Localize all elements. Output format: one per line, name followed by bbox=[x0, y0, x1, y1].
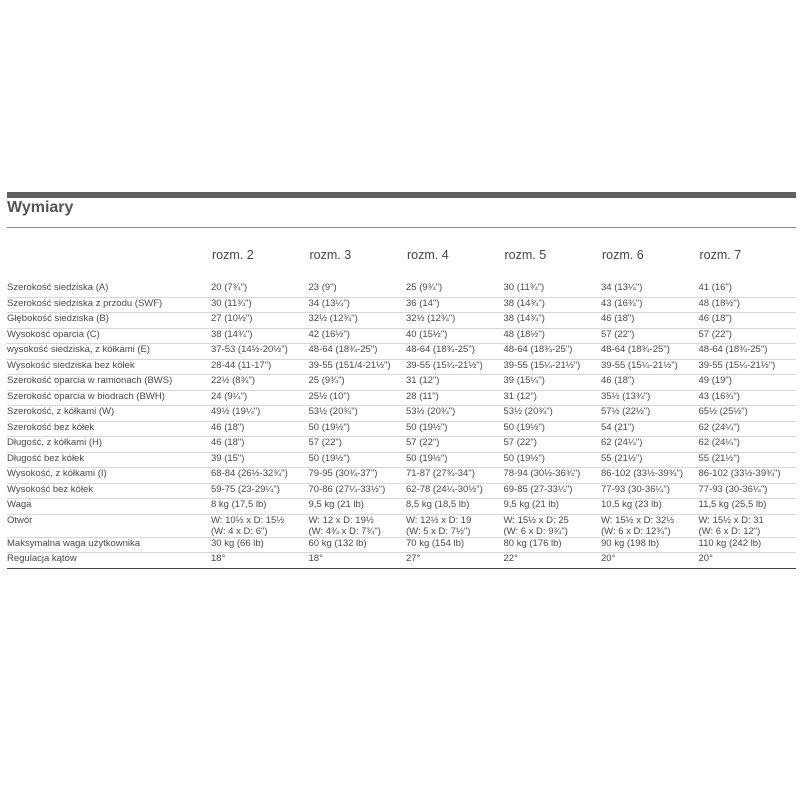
table-body bbox=[7, 282, 796, 568]
header-size-7: rozm. 7 bbox=[699, 248, 742, 262]
table-cell: 43 (16¾") bbox=[601, 297, 699, 313]
table-cell: 39-55 (15¼-21½") bbox=[406, 359, 504, 375]
cell-line: (W: 5 x D: 7½") bbox=[406, 525, 471, 537]
row-label: Wysokość bez kółek bbox=[7, 483, 211, 499]
table-row bbox=[7, 359, 796, 375]
row-label: Szerokość bez kółek bbox=[7, 421, 211, 437]
row-label: Regulacja kątów bbox=[7, 553, 211, 569]
table-row bbox=[7, 421, 796, 437]
table-row bbox=[7, 553, 796, 569]
row-label: Głębokość siedziska (B) bbox=[7, 313, 211, 329]
row-label: wysokość siedziska, z kółkami (E) bbox=[7, 344, 211, 360]
table-cell: 39 (15¼") bbox=[504, 375, 602, 391]
table-cell: 77-93 (30-36¼") bbox=[699, 483, 797, 499]
table-cell: 110 kg (242 lb) bbox=[699, 537, 797, 553]
header-size-3: rozm. 3 bbox=[309, 248, 352, 262]
table-cell: 48-64 (18¾-25") bbox=[406, 344, 504, 360]
table-cell: 86-102 (33½-39¾") bbox=[601, 468, 699, 484]
table-cell: 27° bbox=[406, 553, 504, 569]
table-cell: 30 (11¾") bbox=[211, 297, 309, 313]
cell-line: W: 12½ x D: 19 bbox=[406, 514, 472, 526]
table-cell: 8,5 kg (18,5 lb) bbox=[406, 499, 504, 515]
table-cell bbox=[309, 514, 407, 537]
table-cell: 60 kg (132 lb) bbox=[309, 537, 407, 553]
table-cell: 59-75 (23-29¼") bbox=[211, 483, 309, 499]
table-cell: 53½ (20¾") bbox=[309, 406, 407, 422]
cell-line: (W: 6 x D: 12¾") bbox=[601, 525, 671, 537]
table-cell: 48 (18½") bbox=[504, 328, 602, 344]
table-cell: 48-64 (18¾-25") bbox=[504, 344, 602, 360]
table-cell: 78-94 (30½-36¾") bbox=[504, 468, 602, 484]
table-row bbox=[7, 437, 796, 453]
table-cell: 46 (18") bbox=[211, 421, 309, 437]
cell-line: W: 12 x D: 19½ bbox=[308, 514, 374, 526]
table-cell: 50 (19½") bbox=[504, 421, 602, 437]
table-cell: 38 (14¾") bbox=[504, 297, 602, 313]
table-cell: 39-55 (15¼-21½") bbox=[601, 359, 699, 375]
table-cell: 79-95 (30¾-37") bbox=[309, 468, 407, 484]
table-cell: 46 (18") bbox=[601, 313, 699, 329]
table-cell: 62 (24¼") bbox=[699, 421, 797, 437]
table-cell: 31 (12") bbox=[406, 375, 504, 391]
row-label: Otwór bbox=[7, 514, 211, 537]
table-row bbox=[7, 297, 796, 313]
table-cell: 46 (18") bbox=[699, 313, 797, 329]
table-row bbox=[7, 328, 796, 344]
table-row bbox=[7, 313, 796, 329]
table-cell: 50 (19½") bbox=[406, 452, 504, 468]
table-row bbox=[7, 499, 796, 515]
table-cell: 39 (15") bbox=[211, 452, 309, 468]
row-label: Waga bbox=[7, 499, 211, 515]
table-cell: 57 (22") bbox=[309, 437, 407, 453]
table-cell: 40 (15½") bbox=[406, 328, 504, 344]
table-cell bbox=[601, 514, 699, 537]
table-cell: 34 (13¼") bbox=[601, 282, 699, 297]
table-cell: 57 (22") bbox=[504, 437, 602, 453]
table-cell: 22° bbox=[504, 553, 602, 569]
title-divider bbox=[7, 227, 796, 228]
cell-line: (W: 6 x D: 9¾") bbox=[503, 525, 568, 537]
row-label: Szerokość oparcia w ramionach (BWS) bbox=[7, 375, 211, 391]
table-row bbox=[7, 468, 796, 484]
table-cell: 27 (10½") bbox=[211, 313, 309, 329]
table-cell: 50 (19½") bbox=[406, 421, 504, 437]
table-cell: 54 (21") bbox=[601, 421, 699, 437]
table-cell: 65½ (25½") bbox=[699, 406, 797, 422]
table-row bbox=[7, 514, 796, 537]
cell-line: W: 15½ x D: 25 bbox=[503, 514, 569, 526]
header-size-2: rozm. 2 bbox=[212, 248, 254, 262]
row-label: Długość bez kółek bbox=[7, 452, 211, 468]
row-label: Szerokość siedziska (A) bbox=[7, 282, 211, 297]
table-row bbox=[7, 406, 796, 422]
table-cell: 38 (14¾") bbox=[504, 313, 602, 329]
table-cell: 90 kg (198 lb) bbox=[601, 537, 699, 553]
title-top-bar bbox=[7, 192, 796, 198]
table-cell: 20° bbox=[699, 553, 797, 569]
table-cell: 49 (19") bbox=[699, 375, 797, 391]
table-cell: 43 (16¾") bbox=[699, 390, 797, 406]
cell-line: (W: 4¾ x D: 7¾") bbox=[308, 525, 381, 537]
table-cell: 48-64 (18¾-25") bbox=[699, 344, 797, 360]
table-cell: 30 kg (66 lb) bbox=[211, 537, 309, 553]
table-cell: 25 (9¾") bbox=[406, 282, 504, 297]
row-label: Wysokość siedziska bez kółek bbox=[7, 359, 211, 375]
table-cell: 48 (18½") bbox=[699, 297, 797, 313]
table-cell: 57 (22") bbox=[699, 328, 797, 344]
header-size-5: rozm. 5 bbox=[504, 248, 547, 262]
table-cell: 35½ (13¾") bbox=[601, 390, 699, 406]
table-cell: 18° bbox=[309, 553, 407, 569]
row-label: Szerokość oparcia w biodrach (BWH) bbox=[7, 390, 211, 406]
table-cell: 71-87 (27¾-34") bbox=[406, 468, 504, 484]
row-label: Wysokość, z kółkami (I) bbox=[7, 468, 211, 484]
table-cell: 57 (22") bbox=[601, 328, 699, 344]
table-cell: 31 (12") bbox=[504, 390, 602, 406]
table-cell bbox=[211, 514, 309, 537]
cell-line: (W: 4 x D: 6") bbox=[211, 525, 268, 537]
table-cell: 53½ (20¾") bbox=[504, 406, 602, 422]
table-row bbox=[7, 344, 796, 360]
table-cell: 62 (24¼") bbox=[699, 437, 797, 453]
table-cell: 48-64 (18¾-25") bbox=[309, 344, 407, 360]
table-cell: 34 (13¼") bbox=[309, 297, 407, 313]
table-cell: 28 (11") bbox=[406, 390, 504, 406]
table-cell: 42 (16½") bbox=[309, 328, 407, 344]
table-cell: 69-85 (27-33¼") bbox=[504, 483, 602, 499]
table-cell: 46 (18") bbox=[211, 437, 309, 453]
table-cell: 39-55 (151/4-21½") bbox=[309, 359, 407, 375]
table-cell: 86-102 (33½-39¾") bbox=[699, 468, 797, 484]
table-cell: 30 (11¾") bbox=[504, 282, 602, 297]
table-cell bbox=[406, 514, 504, 537]
table-cell bbox=[504, 514, 602, 537]
table-cell: 9,5 kg (21 lb) bbox=[309, 499, 407, 515]
table-row bbox=[7, 390, 796, 406]
table-cell: 62-78 (24¼-30½") bbox=[406, 483, 504, 499]
row-label: Wysokość oparcia (C) bbox=[7, 328, 211, 344]
table-row bbox=[7, 375, 796, 391]
table-cell: 36 (14") bbox=[406, 297, 504, 313]
table-cell: 46 (18") bbox=[601, 375, 699, 391]
table-cell: 11,5 kg (25,5 lb) bbox=[699, 499, 797, 515]
section-title: Wymiary bbox=[7, 199, 74, 216]
table-cell: 48-64 (18¾-25") bbox=[601, 344, 699, 360]
table-cell: 53½ (20¾") bbox=[406, 406, 504, 422]
table-cell: 39-55 (15¼-21½") bbox=[504, 359, 602, 375]
table-cell: 23 (9") bbox=[309, 282, 407, 297]
table-cell: 55 (21½") bbox=[601, 452, 699, 468]
cell-line: W: 15½ x D: 32½ bbox=[601, 514, 675, 526]
row-label: Szerokość siedziska z przodu (SWF) bbox=[7, 297, 211, 313]
table-cell: 32½ (12¾") bbox=[309, 313, 407, 329]
table-cell bbox=[699, 514, 797, 537]
table-cell: 22½ (8¾") bbox=[211, 375, 309, 391]
header-size-4: rozm. 4 bbox=[407, 248, 449, 262]
table-cell: 24 (9¼") bbox=[211, 390, 309, 406]
table-cell: 68-84 (26½-32¾") bbox=[211, 468, 309, 484]
table-cell: 57½ (22½") bbox=[601, 406, 699, 422]
table-cell: 55 (21½") bbox=[699, 452, 797, 468]
table-cell: 25½ (10") bbox=[309, 390, 407, 406]
table-cell: 20° bbox=[601, 553, 699, 569]
table-row bbox=[7, 537, 796, 553]
cell-line: W: 10½ x D: 15½ bbox=[211, 514, 285, 526]
table-row bbox=[7, 282, 796, 297]
cell-line: W: 15½ x D: 31 bbox=[698, 514, 764, 526]
table-cell: 9,5 kg (21 lb) bbox=[504, 499, 602, 515]
table-cell: 62 (24¼") bbox=[601, 437, 699, 453]
table-cell: 49½ (19¼") bbox=[211, 406, 309, 422]
table-cell: 50 (19½") bbox=[309, 421, 407, 437]
header-size-6: rozm. 6 bbox=[602, 248, 644, 262]
table-header-row bbox=[7, 240, 796, 270]
table-cell: 39-55 (15¼-21½") bbox=[699, 359, 797, 375]
table-cell: 32½ (12¾") bbox=[406, 313, 504, 329]
table-cell: 41 (16") bbox=[699, 282, 797, 297]
table-cell: 38 (14¾") bbox=[211, 328, 309, 344]
table-cell: 37-53 (14½-20½") bbox=[211, 344, 309, 360]
row-label: Szerokość, z kółkami (W) bbox=[7, 406, 211, 422]
table-cell: 18° bbox=[211, 553, 309, 569]
table-cell: 77-93 (30-36¼") bbox=[601, 483, 699, 499]
table-cell: 10,5 kg (23 lb) bbox=[601, 499, 699, 515]
dimensions-table bbox=[7, 240, 796, 569]
table-row bbox=[7, 483, 796, 499]
table-cell: 28-44 (11-17") bbox=[211, 359, 309, 375]
table-cell: 50 (19½") bbox=[504, 452, 602, 468]
table-cell: 70 kg (154 lb) bbox=[406, 537, 504, 553]
header-empty-cell bbox=[7, 240, 211, 270]
table-cell: 50 (19½") bbox=[309, 452, 407, 468]
table-cell: 20 (7¾") bbox=[211, 282, 309, 297]
table-row bbox=[7, 452, 796, 468]
table-cell: 25 (9¾") bbox=[309, 375, 407, 391]
cell-line: (W: 6 x D: 12") bbox=[698, 525, 761, 537]
row-label: Maksymalna waga użytkownika bbox=[7, 537, 211, 553]
table-cell: 8 kg (17,5 lb) bbox=[211, 499, 309, 515]
row-label: Długość, z kółkami (H) bbox=[7, 437, 211, 453]
table-cell: 80 kg (176 lb) bbox=[504, 537, 602, 553]
table-cell: 57 (22") bbox=[406, 437, 504, 453]
table-cell: 70-86 (27¼-33½") bbox=[309, 483, 407, 499]
